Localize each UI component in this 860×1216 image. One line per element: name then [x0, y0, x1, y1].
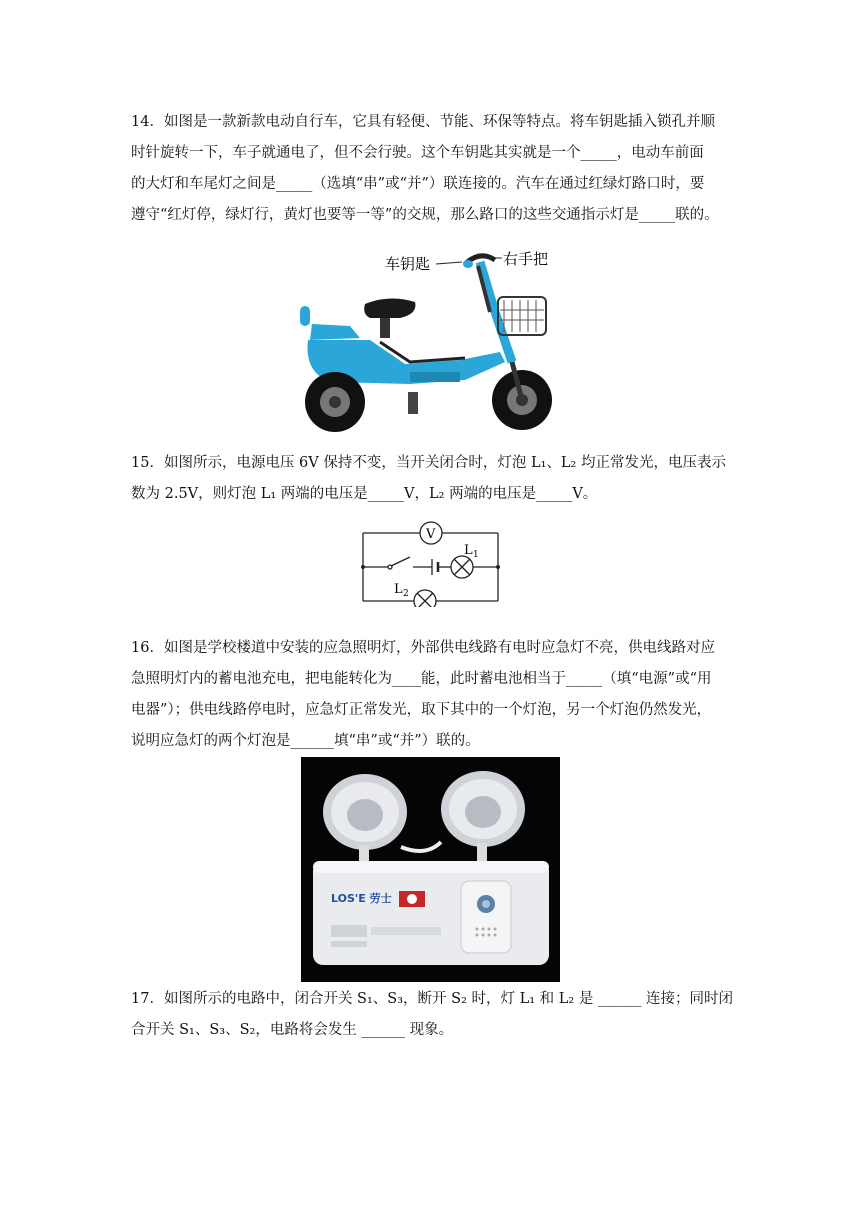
q14-line: 时针旋转一下，车子就通电了，但不会行驶。这个车钥匙其实就是一个_____，电动车前面: [131, 145, 704, 161]
l2-subscript: 2: [403, 589, 409, 599]
q14-line: 遵守“红灯停，绿灯行，黄灯也要等一等”的交规，那么路口的这些交通指示灯是_____联的。: [131, 207, 719, 223]
question-16: [131, 633, 731, 757]
voltmeter-label: V: [426, 527, 436, 542]
electric-bike-figure: [290, 242, 560, 437]
l2-label: L: [394, 582, 403, 597]
q16-line: 电器”）；供电线路停电时，应急灯正常发光，取下其中的一个灯泡，另一个灯泡仍然发光，: [131, 702, 712, 718]
question-14: [131, 107, 731, 231]
l1-label: L: [464, 543, 473, 558]
q15-line: 数为 2.5V，则灯泡 L₁ 两端的电压是_____V，L₂ 两端的电压是_____V。: [131, 486, 598, 502]
question-15: [131, 448, 731, 510]
q17-line: 17．如图所示的电路中，闭合开关 S₁、S₃，断开 S₂ 时，灯 L₁ 和 L₂ 是 ______ 连接；同时闭: [131, 991, 734, 1007]
label-handle: 右手把: [503, 250, 549, 268]
q17-line: 合开关 S₁、S₃、S₂，电路将会发生 ______ 现象。: [131, 1022, 454, 1038]
l1-subscript: 1: [473, 550, 479, 560]
label-key: 车钥匙: [385, 255, 431, 273]
emergency-light-photo: [301, 757, 560, 982]
q16-line: 说明应急灯的两个灯泡是______填“串”或“并”）联的。: [131, 733, 480, 749]
q14-line: 14．如图是一款新款电动自行车，它具有轻便、节能、环保等特点。将车钥匙插入锁孔并顺: [131, 114, 715, 130]
question-17: [131, 984, 734, 1046]
q15-line: 15．如图所示，电源电压 6V 保持不变，当开关闭合时，灯泡 L₁、L₂ 均正常发光，电压表示: [131, 455, 726, 471]
q16-line: 16．如图是学校楼道中安装的应急照明灯，外部供电线路有电时应急灯不亮，供电线路对应: [131, 640, 715, 656]
q16-line: 急照明灯内的蓄电池充电，把电能转化为____能，此时蓄电池相当于_____（填“电源”或“用: [131, 671, 712, 687]
circuit-diagram-q15: [358, 515, 503, 607]
brand-logo: LOS'E 劳士: [331, 892, 392, 905]
q14-line: 的大灯和车尾灯之间是_____（选填“串”或“并”）联连接的。汽车在通过红绿灯路口时，要: [131, 176, 705, 192]
